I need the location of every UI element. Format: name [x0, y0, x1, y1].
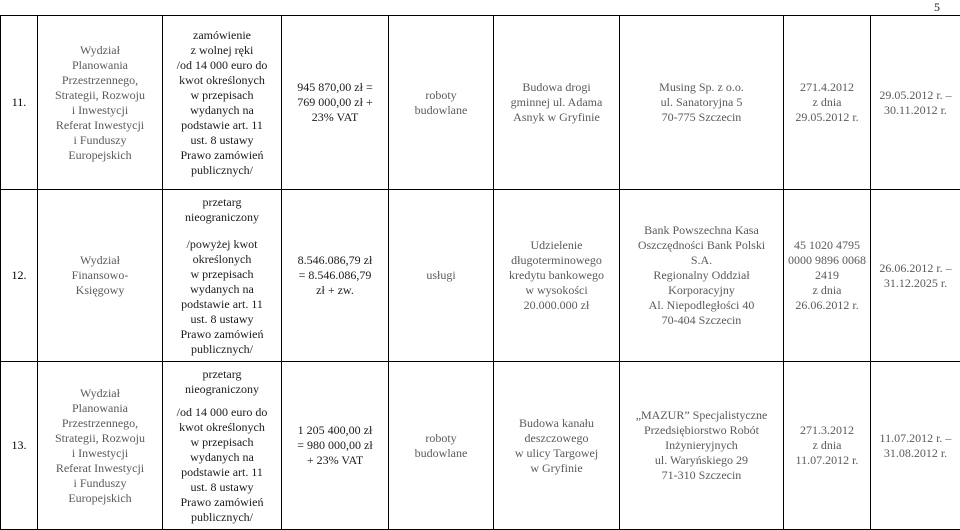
contract-number-cell: 271.3.2012 z dnia 11.07.2012 r. [784, 362, 871, 530]
row-number: 13. [1, 362, 38, 530]
contractor-cell: Musing Sp. z o.o. ul. Sanatoryjna 5 70-775 Szczecin [620, 16, 784, 190]
table-row [1, 16, 960, 190]
contract-type-cell: usługi [389, 190, 494, 362]
page-number: 5 [934, 0, 940, 15]
procurement-mode-cell: przetarg nieograniczony /od 14 000 euro do kwot określonych w przepisach wydanych na podstawie art. 11 ust. 8 ustawy Prawo zamówień publicznych/ [163, 362, 282, 530]
table-row [1, 190, 960, 362]
table-row [1, 362, 960, 530]
contract-type-cell: roboty budowlane [389, 362, 494, 530]
contract-value-cell: 8.546.086,79 zł = 8.546.086,79 zł + zw. [282, 190, 389, 362]
contractor-cell: Bank Powszechna Kasa Oszczędności Bank Polski S.A. Regionalny Oddział Korporacyjny Al. Niepodległości 40 70-404 Szczecin [620, 190, 784, 362]
contracts-table [0, 15, 960, 530]
contract-subject-cell: Udzielenie długoterminowego kredytu bankowego w wysokości 20.000.000 zł [494, 190, 620, 362]
ordering-unit-cell: Wydział Planowania Przestrzennego, Strategii, Rozwoju i Inwestycji Referat Inwestycji i Funduszy Europejskich [38, 16, 163, 190]
contract-period-cell: 29.05.2012 r. – 30.11.2012 r. [871, 16, 960, 190]
ordering-unit-cell: Wydział Finansowo- Księgowy [38, 190, 163, 362]
row-number: 11. [1, 16, 38, 190]
contract-period-cell: 26.06.2012 r. – 31.12.2025 r. [871, 190, 960, 362]
contract-type-cell: roboty budowlane [389, 16, 494, 190]
contractor-cell: „MAZUR” Specjalistyczne Przedsiębiorstwo Robót Inżynieryjnych ul. Waryńskiego 29 71-310 Szczecin [620, 362, 784, 530]
procurement-mode-cell: przetarg nieograniczony /powyżej kwot określonych w przepisach wydanych na podstawie art. 11 ust. 8 ustawy Prawo zamówień publicznych/ [163, 190, 282, 362]
contract-value-cell: 945 870,00 zł = 769 000,00 zł + 23% VAT [282, 16, 389, 190]
row-number: 12. [1, 190, 38, 362]
contract-value-cell: 1 205 400,00 zł = 980 000,00 zł + 23% VAT [282, 362, 389, 530]
contract-number-cell: 271.4.2012 z dnia 29.05.2012 r. [784, 16, 871, 190]
procurement-mode-cell: zamówienie z wolnej ręki /od 14 000 euro do kwot określonych w przepisach wydanych na podstawie art. 11 ust. 8 ustawy Prawo zamówień publicznych/ [163, 16, 282, 190]
contract-subject-cell: Budowa kanału deszczowego w ulicy Targowej w Gryfinie [494, 362, 620, 530]
contract-subject-cell: Budowa drogi gminnej ul. Adama Asnyk w Gryfinie [494, 16, 620, 190]
contract-number-cell: 45 1020 4795 0000 9896 0068 2419 z dnia 26.06.2012 r. [784, 190, 871, 362]
contract-period-cell: 11.07.2012 r. – 31.08.2012 r. [871, 362, 960, 530]
ordering-unit-cell: Wydział Planowania Przestrzennego, Strategii, Rozwoju i Inwestycji Referat Inwestycji i Funduszy Europejskich [38, 362, 163, 530]
